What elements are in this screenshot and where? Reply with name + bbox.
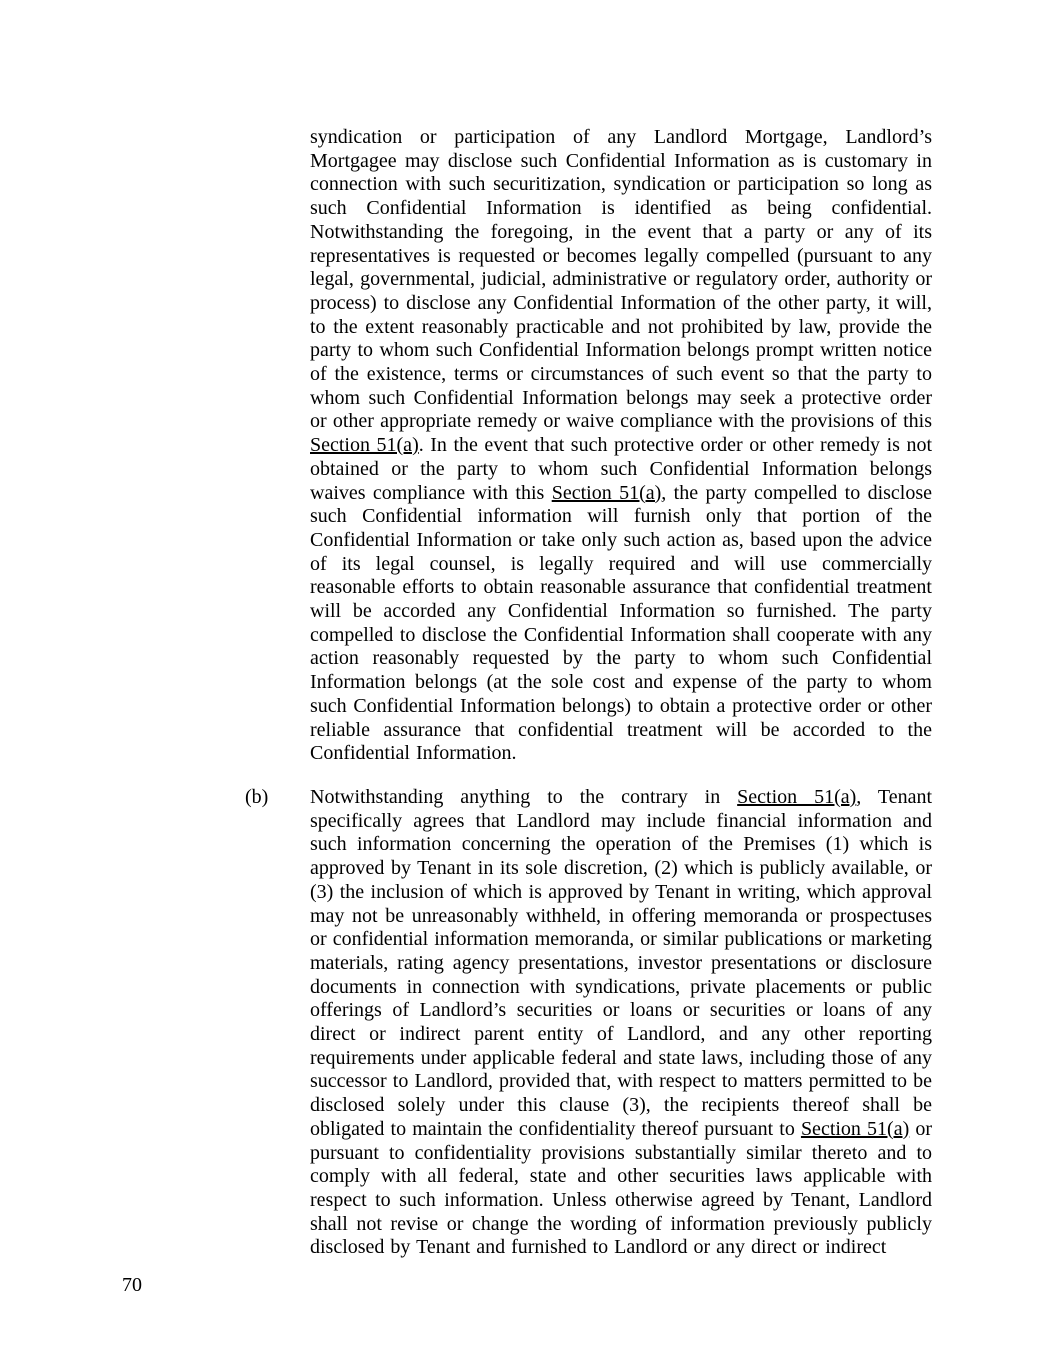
text-run: , the party compelled to disclose such Confidential information will furnish only that portion of the Confidential Information or take only such action as, based upon the advice of its legal counsel, is legally required and will use commercially reasonable efforts to obtain reasonable assurance that confidential treatment will be accorded any Confidential Information so furnished. The party compelled to disclose the Confidential Information shall cooperate with any action reasonably requested by the party to whom such Confidential Information belongs (at the sole cost and expense of the party to whom such Confidential Information belongs) to obtain a protective order or other reliable assurance that confidential treatment will be accorded to the Confidential Information. (310, 481, 933, 765)
paragraph-text (310, 786, 932, 1260)
paragraph-marker: (b) (245, 785, 269, 808)
text-run: or pursuant to confidentiality provisions substantially similar thereto and to comply with all federal, state and other securities laws applicable with respect to such information. Unless otherwise agreed by Tenant, Landlord shall not revise or change the wording of information previously publicly disclosed by Tenant and furnished to Landlord or any direct or indirect (310, 1117, 932, 1259)
section-reference: Section 51(a) (551, 481, 662, 504)
document-body (245, 126, 933, 1260)
page-number: 70 (122, 1274, 142, 1296)
section-reference: Section 51(a) (310, 434, 419, 457)
section-reference: Section 51(a) (800, 1117, 910, 1140)
text-run: . In the event that such protective order or other remedy is not obtained or the party to whom such Confidential Information belongs waives compliance with this (310, 434, 933, 504)
section-reference: Section 51(a) (737, 785, 857, 808)
text-run: , Tenant specifically agrees that Landlord may include financial information and such information concerning the operation of the Premises (1) which is approved by Tenant in its sole discretion, (2) which is publicly available, or (3) the inclusion of which is approved by Tenant in writing, which approval may not be unreasonably withheld, in offering memoranda or prospectuses or confidential information memoranda, or similar publications or marketing materials, rating agency presentations, investor presentations or disclosure documents in connection with syndications, private placements or public offerings of Landlord’s securities or loans or securities or loans of any direct or indirect parent entity of Landlord, and any other reporting requirements under applicable federal and state laws, including those of any successor to Landlord, provided that, with respect to matters permitted to be disclosed solely under this clause (3), the recipients thereof shall be obligated to maintain the confidentiality thereof pursuant to (310, 785, 933, 1140)
text-run: Notwithstanding anything to the contrary in (310, 785, 738, 808)
paragraph-a-continuation (310, 126, 932, 766)
paragraph-b (245, 785, 933, 1260)
text-run: syndication or participation of any Landlord Mortgage, Landlord’s Mortgagee may disclose such Confidential Information as is customary in connection with such securitization, syndication or participation so long as such Confidential Information is identified as being confidential. Notwithstanding the foregoing, in the event that a party or any of its representatives is requested or becomes legally compelled (pursuant to any legal, governmental, judicial, administrative or regulatory order, authority or process) to disclose any Confidential Information of the other party, it will, to the extent reasonably practicable and not prohibited by law, provide the party to whom such Confidential Information belongs prompt written notice of the existence, terms or circumstances of such event so that the party to whom such Confidential Information belongs may seek a protective order or other appropriate remedy or waive compliance with the provisions of this (310, 126, 932, 433)
paragraph-text (310, 126, 932, 766)
